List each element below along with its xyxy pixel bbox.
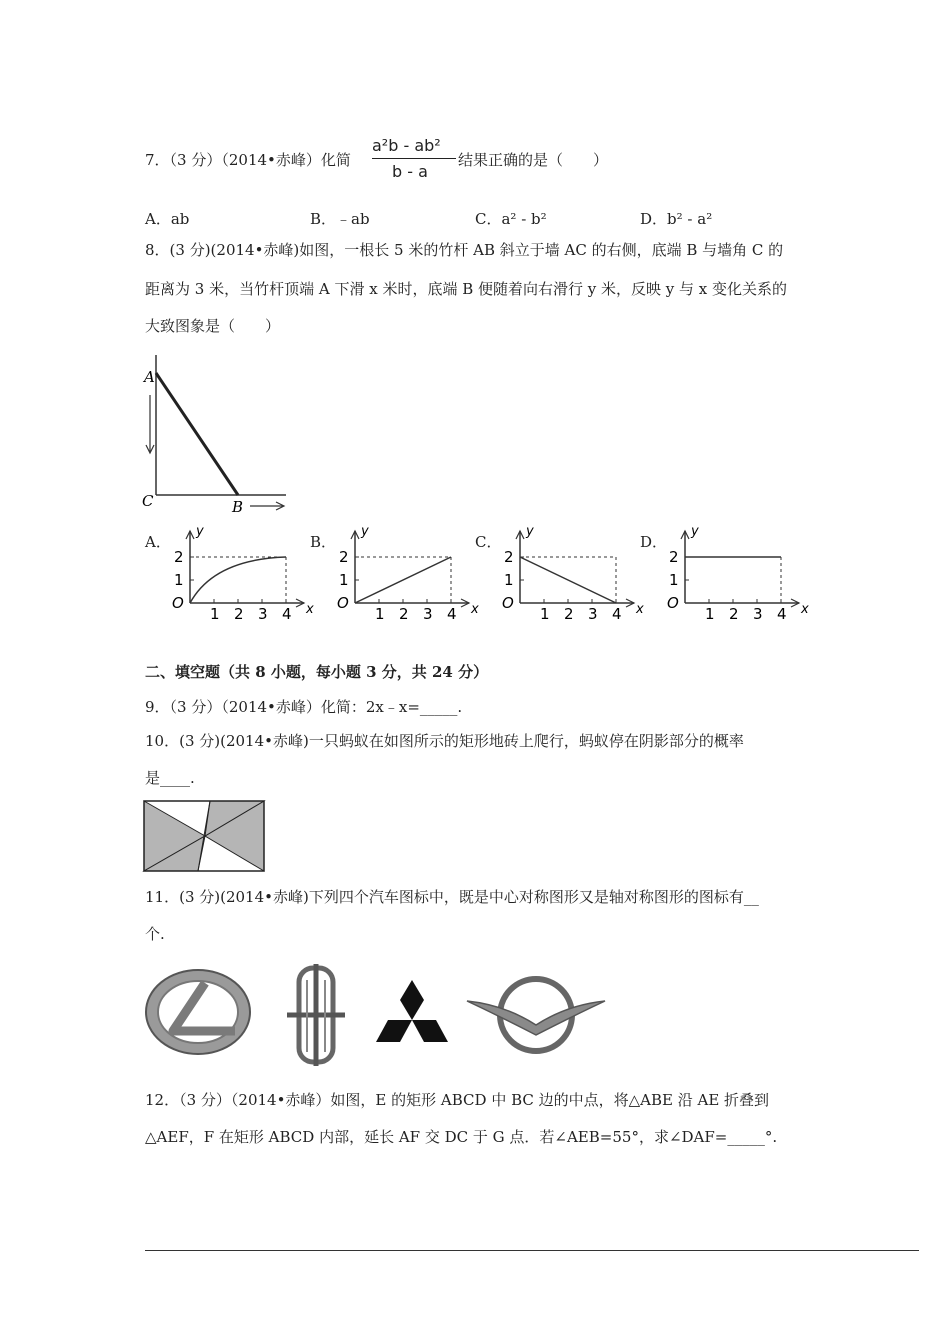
q11-logo-mitsubishi bbox=[372, 980, 452, 1048]
q8-line3: 大致图象是（ ） bbox=[145, 317, 281, 335]
q8-ladder-figure bbox=[138, 355, 298, 520]
x-tick-label-1: 1 bbox=[210, 605, 220, 623]
q7-frac-numerator: a²b - ab² bbox=[372, 136, 441, 155]
x-tick-label-2: 2 bbox=[564, 605, 574, 623]
x-axis-label: x bbox=[801, 602, 809, 617]
x-tick-label-2: 2 bbox=[729, 605, 739, 623]
x-tick-label-4: 4 bbox=[282, 605, 292, 623]
section2-title: 二、填空题（共 8 小题，每小题 3 分，共 24 分） bbox=[145, 663, 489, 681]
q11-logo-lincoln bbox=[285, 962, 349, 1068]
q10-line1: 10．(3 分)(2014•赤峰)一只蚂蚁在如图所示的矩形地砖上爬行，蚂蚁停在阴影部分的概率 bbox=[145, 732, 744, 750]
x-tick-label-3: 3 bbox=[588, 605, 598, 623]
q7-prefix: 7．（3 分）（2014•赤峰）化简 bbox=[145, 151, 351, 169]
x-tick-label-1: 1 bbox=[705, 605, 715, 623]
y-tick-label-2: 2 bbox=[174, 548, 184, 566]
data-line bbox=[520, 557, 616, 603]
q7-fraction bbox=[372, 136, 458, 184]
x-tick-label-2: 2 bbox=[234, 605, 244, 623]
origin-label: O bbox=[667, 594, 679, 612]
q8-line2: 距离为 3 米，当竹杆顶端 A 下滑 x 米时，底端 B 便随着向右滑行 y 米，反映 y 与 x 变化关系的 bbox=[145, 280, 788, 298]
y-tick-label-1: 1 bbox=[339, 571, 349, 589]
label-c: C bbox=[142, 492, 154, 510]
q8-line1: 8．(3 分)(2014•赤峰)如图，一根长 5 米的竹杆 AB 斜立于墙 AC 的右侧，底端 B 与墙角 C 的 bbox=[145, 241, 784, 259]
y-tick-label-2: 2 bbox=[504, 548, 514, 566]
q7-frac-bar bbox=[372, 158, 456, 159]
q7-frac-denominator: b - a bbox=[392, 162, 428, 181]
x-axis-label: x bbox=[471, 602, 479, 617]
q7-option-a: A．ab bbox=[145, 210, 190, 228]
x-tick-label-4: 4 bbox=[612, 605, 622, 623]
x-tick-label-4: 4 bbox=[447, 605, 457, 623]
q8-graph-d bbox=[665, 524, 809, 623]
q10-line2: 是____. bbox=[145, 769, 195, 787]
origin-label: O bbox=[502, 594, 514, 612]
q7-suffix: 结果正确的是（ ） bbox=[458, 151, 609, 169]
y-tick-label-1: 1 bbox=[504, 571, 514, 589]
q7-option-c: C．a² - b² bbox=[475, 210, 547, 228]
x-tick-label-3: 3 bbox=[753, 605, 763, 623]
y-axis-label: y bbox=[526, 524, 534, 539]
x-tick-label-2: 2 bbox=[399, 605, 409, 623]
y-tick-label-2: 2 bbox=[669, 548, 679, 566]
q8-choice-a: A． bbox=[145, 533, 171, 551]
label-a: A bbox=[144, 368, 155, 386]
q8-graph-a bbox=[170, 524, 314, 623]
q7-option-b: B．﹣ab bbox=[310, 210, 370, 228]
q8-graph-c bbox=[500, 524, 644, 623]
y-tick-label-1: 1 bbox=[174, 571, 184, 589]
q8-choice-c: C． bbox=[475, 533, 502, 551]
x-tick-label-3: 3 bbox=[423, 605, 433, 623]
q8-choice-d: D． bbox=[640, 533, 668, 551]
x-tick-label-3: 3 bbox=[258, 605, 268, 623]
label-b: B bbox=[232, 498, 244, 516]
q10-tile-figure bbox=[143, 800, 265, 872]
y-axis-label: y bbox=[691, 524, 699, 539]
origin-label: O bbox=[172, 594, 184, 612]
x-tick-label-1: 1 bbox=[375, 605, 385, 623]
q8-graph-b bbox=[335, 524, 479, 623]
x-tick-label-4: 4 bbox=[777, 605, 787, 623]
y-tick-label-2: 2 bbox=[339, 548, 349, 566]
y-tick-label-1: 1 bbox=[669, 571, 679, 589]
q7-option-d-expr: b² - a² bbox=[667, 210, 713, 228]
footer-rule bbox=[145, 1250, 919, 1251]
q11-line1: 11．(3 分)(2014•赤峰)下列四个汽车图标中，既是中心对称图形又是轴对称图形的图标有__ bbox=[145, 888, 759, 906]
y-axis-label: y bbox=[361, 524, 369, 539]
q7-option-d: D．b² - a² bbox=[640, 210, 713, 228]
x-axis-label: x bbox=[306, 602, 314, 617]
y-axis-label: y bbox=[196, 524, 204, 539]
data-curve bbox=[190, 557, 286, 603]
ladder-ab bbox=[156, 373, 238, 495]
origin-label: O bbox=[337, 594, 349, 612]
q11-logo-haima bbox=[465, 975, 607, 1057]
q11-line2: 个. bbox=[145, 925, 165, 943]
q12-line1: 12．（3 分）（2014•赤峰）如图，E 的矩形 ABCD 中 BC 边的中点，将△ABE 沿 AE 折叠到 bbox=[145, 1091, 770, 1109]
q7-option-c-expr: a² - b² bbox=[501, 210, 547, 228]
q12-line2: △AEF，F 在矩形 ABCD 内部，延长 AF 交 DC 于 G 点．若∠AEB=55°，求∠DAF=_____°. bbox=[145, 1128, 778, 1146]
x-axis-label: x bbox=[636, 602, 644, 617]
q11-logo-lexus bbox=[143, 965, 255, 1061]
x-tick-label-1: 1 bbox=[540, 605, 550, 623]
q8-choice-b: B． bbox=[310, 533, 337, 551]
q9-text: 9．（3 分）（2014•赤峰）化简：2x﹣x=_____. bbox=[145, 698, 463, 716]
data-line bbox=[355, 557, 451, 603]
